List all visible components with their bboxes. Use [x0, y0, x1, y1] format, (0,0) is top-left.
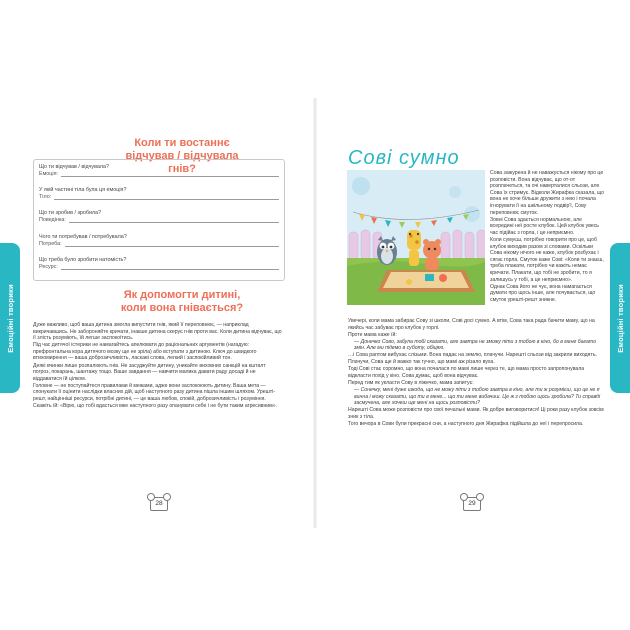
- paragraph: Того вечора в Сови були прекрасні сни, а наступного дня Жирафка підійшла до неї і перепросила.: [348, 420, 584, 427]
- page-number-badge: 28: [150, 497, 168, 511]
- paragraph: Головне — не поступайтеся правилами й межами, адже вони заспокоюють дитину. Ваша мета — спонукати її оцінити наслідки власних дій, щоб наступного разу дитина пішла іншим шляхом. Урешті-решт, найцінніші ресурси, потрібні дитині, — це ваша любов, спокій, доброзичливість і розуміння. Скажіть їй: «Вірю, що тобі вдасться вже наступного разу опанувати себе і не бути таким агресивним».: [33, 382, 277, 409]
- story-title: Сові сумно: [348, 147, 460, 169]
- right-body-text: [348, 318, 606, 428]
- right-page: [315, 0, 630, 630]
- paragraph: Деякі вчинки лише розпалюють гнів. Не засуджуйте дитину, уникайте виховних санкцій на кшталт погроз, покарань, шантажу тощо. Ваше завдання — навчити малика давати раду досаді й не віддаватися їй цілком.: [33, 362, 266, 382]
- question-block: [39, 164, 279, 178]
- paragraph: Проте мама каже їй:: [348, 331, 397, 338]
- answer-field[interactable]: Потреба:: [39, 241, 279, 248]
- answer-field[interactable]: Емоція:: [39, 171, 279, 178]
- question-block: [39, 187, 279, 201]
- question-block: [39, 210, 279, 224]
- paragraph: Коли сумуєш, потрібно говорити про це, щоб клубок виходив разом зі словами. Оскільки Сова нікому нічого не каже, клубок розбухає і сягає горла. Смуток каже Сові: «Коли ти знаєш, треба плакати, потрібно чи кажіть немає кричати. Плакати, що тобі не зробити, то я залишусь у тобі, а це неприємно».: [490, 236, 604, 283]
- question-text: Що ти відчував / відчувала?: [39, 164, 110, 170]
- owl-sad-illustration: [347, 170, 485, 305]
- page-number-badge: 29: [463, 497, 481, 511]
- section-side-tab: Емоційні творики: [610, 243, 630, 393]
- paragraph: Зовні Сова здається нормальною, але всередині неї росте клубок. Цей клубок увесь час підійає з горла, і це неприємно.: [490, 216, 599, 236]
- paragraph: Увечері, коли мама забирає Сову зі школи, Сові досі сумно. А втім, Сова така рада бачити маму, що на якийсь час забуває про клубок у горлі.: [348, 318, 595, 331]
- section-side-tab: Емоційні творики: [0, 243, 20, 393]
- left-body-text: [33, 322, 283, 410]
- paragraph: Сова зажурена й не наважується нікому про це розповісти. Вона відчуває, що от-от розплачеться, та очі наверталися сльози, але Сова їх стримує. Відколи Жирафка сказала, що вона не хоче більше дружити з нею і почала ігнорувати її на шкільному подвір'ї, Сову переповнює смуток.: [490, 170, 605, 216]
- paragraph: …і Сова раптом вибухає слізьми. Вона падає на землю, плачучи. Нарешті сльози від закрили виходять. Плачучи, Сова ще й важко так гучно, що мамі аж різало вуха.: [348, 352, 597, 366]
- paragraph: Дуже важливо, щоб ваша дитина змогла випустити гнів, який її переповнює, — наприклад викричавшись. Не забороняйте кричати, інакше дитина скерує гнів проти вас. Коли дитина відчуває, що її злість розуміють, їй легше заспокоїтись.: [33, 322, 282, 342]
- question-text: У якій частині тіла була ця емоція?: [39, 187, 127, 193]
- dialog-line: — Донечко Сово, забула тобі сказати, але завтра не зможу піти з тобою в кіно, бо в мене багато змін. Але ми підемо в суботу, обіцяю.: [354, 338, 596, 352]
- question-text: Чого ти потребував / потребувала?: [39, 234, 127, 240]
- paragraph: Під час дитячої істерики не намагайтесь апелювати до раціональних аргументів (нагадую: префронтальна кора дитячого мозку ще не зріла) або вступати з дитиною. Ключ до швидкого втихомирення — ваша доброзичливість, ласкаві слова, легкий і заспокійливий тон.: [33, 342, 257, 362]
- answer-field[interactable]: Поведінка:: [39, 217, 279, 224]
- answer-field[interactable]: Ресурс:: [39, 264, 279, 271]
- dialog-line: — Сонечку, мені дуже шкода, що не можу піти з тобою завтра в кіно, але ти ж розумієш, що це не я винна і можу сказати, що ти в мене... що ти мене вибачиш. Це ж з тобою щось зробила? Ти справді засмучена, але хочеш ще мені на щось розповісти?: [354, 386, 601, 407]
- playground-illustration: [347, 170, 485, 305]
- paragraph: Нарешті Сова може розповісти про свої печальні мами. Як добре виговоритися! Ці роки разу клубок зовсім зник з тіла.: [348, 407, 604, 420]
- answer-field[interactable]: Тіло:: [39, 194, 279, 201]
- anger-questionnaire-box: [33, 159, 285, 281]
- section-title-last-anger: Коли ти востаннє відчував / відчувала гнів?: [125, 137, 239, 175]
- question-text: Що ти зробив / зробила?: [39, 210, 102, 216]
- paragraph: Однак Сова його не чує, вона намагається думати про щось інше, але почувається, що смуток урешті-решт зникне.: [490, 283, 596, 303]
- section-title-how-to-help: Як допомогти дитині, коли вона гнівається?: [120, 289, 244, 314]
- paragraph: Тоді Сові стає соромно, що вона почалася по мамі лише через те, що мама просто запропонувала відкласти похід у кіно. Сова думає, щоб вона відчуває.: [348, 366, 585, 379]
- question-text: Що треба було зробити натомість?: [39, 257, 127, 263]
- question-block: [39, 234, 279, 248]
- paragraph: Перед тим як укласти Сову в ліжечко, мама запитує:: [348, 379, 474, 386]
- question-block: [39, 257, 279, 271]
- right-top-text: [490, 170, 606, 304]
